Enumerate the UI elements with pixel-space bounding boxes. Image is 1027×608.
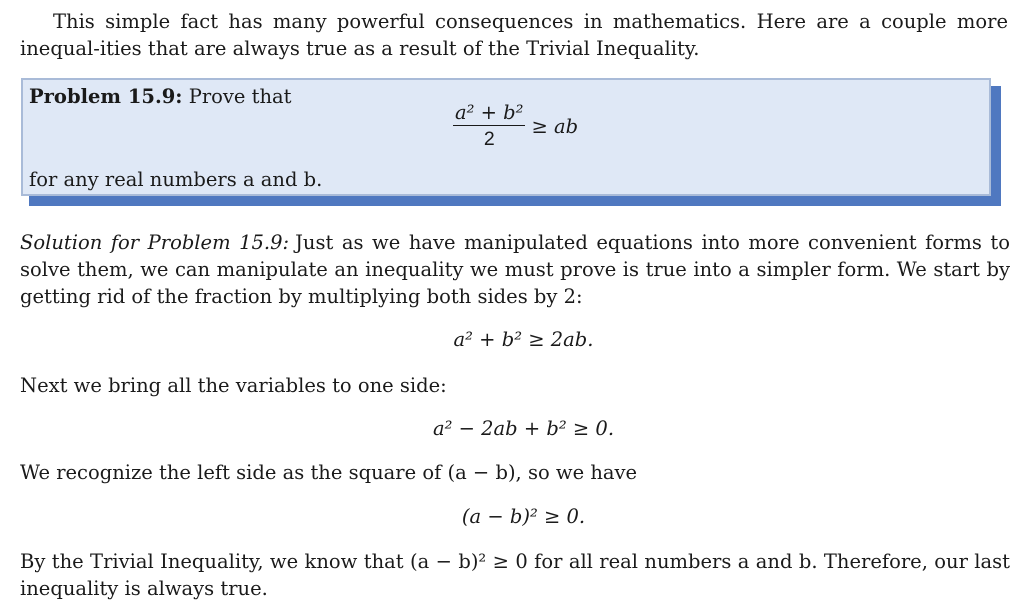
- fraction-numerator: a² + b²: [455, 101, 524, 124]
- problem-label: Problem 15.9:: [29, 85, 183, 108]
- solution-text: Just as we have manipulated equations into more convenient forms to solve them, we can manipulate an inequality we must prove is true into a simpler form. We start by getting rid of the fraction by multiplying both sides by 2:: [20, 231, 1010, 308]
- problem-footer: for any real numbers a and b.: [29, 168, 323, 191]
- fraction-rhs: ≥ ab: [531, 115, 579, 138]
- conclusion-paragraph: By the Trivial Inequality, we know that (a − b)² ≥ 0 for all real numbers a and b. Therefore, our last inequality is always true.: [20, 550, 1010, 600]
- intro-paragraph: This simple fact has many powerful consequences in mathematics. Here are a couple more inequal-ities that are always true as a result of the Trivial Inequality.: [20, 10, 1008, 60]
- problem-heading: [29, 84, 292, 110]
- step-text-3: We recognize the left side as the square of (a − b), so we have: [20, 461, 638, 484]
- problem-prompt: Prove that: [188, 85, 292, 108]
- solution-lead: Solution for Problem 15.9:: [20, 231, 290, 254]
- equation-2: a² − 2ab + b² ≥ 0.: [432, 417, 615, 440]
- fraction-denominator: 2: [483, 128, 495, 150]
- equation-3: (a − b)² ≥ 0.: [461, 505, 586, 528]
- solution-paragraph: [20, 229, 1010, 310]
- step-text-2: Next we bring all the variables to one side:: [20, 374, 447, 397]
- problem-box: [21, 78, 991, 196]
- equation-1: a² + b² ≥ 2ab.: [453, 328, 594, 351]
- problem-inequality: [453, 102, 578, 151]
- fraction: [453, 102, 525, 151]
